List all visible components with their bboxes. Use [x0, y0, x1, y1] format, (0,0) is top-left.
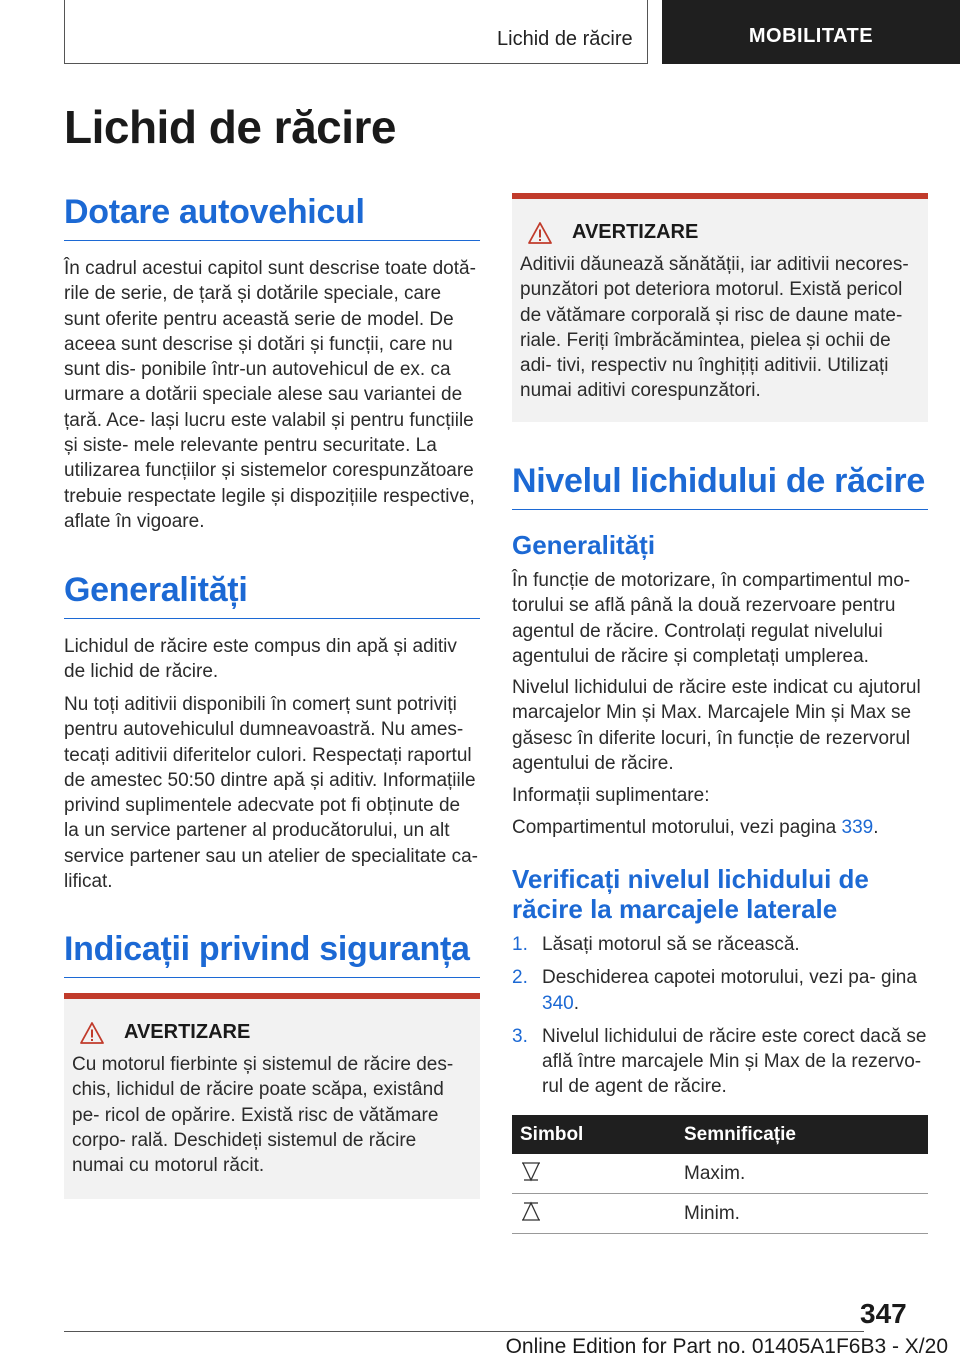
list-item: [512, 1024, 928, 1100]
heading-level-block: [512, 462, 928, 510]
heading-equipment: Dotare autovehicul: [64, 193, 480, 241]
min-level-icon: [520, 1200, 542, 1222]
meaning-cell: Maxim.: [676, 1154, 928, 1194]
subheading-general-right: Generalități: [512, 530, 656, 560]
warning-header: [520, 221, 920, 244]
step-number: 2.: [512, 967, 528, 989]
heading-general-left: Generalități: [64, 571, 480, 619]
header-chapter-tab[interactable]: MOBILITATE: [662, 0, 960, 64]
subheading-check-level: Verificați nivelul lichidului de răcire la marcajele laterale: [512, 864, 869, 924]
meaning-cell: Minim.: [676, 1194, 928, 1234]
step-text: Nivelul lichidului de răcire este corect dacă se află între marcajele Min și Max de la rezervo- rul de agent de răcire.: [542, 1025, 927, 1098]
paragraph-general-1: Lichidul de răcire este compus din apă și aditiv de lichid de răcire.: [64, 636, 457, 683]
footer-edition: Online Edition for Part no. 01405A1F6B3 - X/20: [505, 1335, 948, 1358]
warning-text: Cu motorul fierbinte și sistemul de răcire des- chis, lichidul de răcire poate scăpa, existând pe- ricol de opărire. Există risc de vătămare corpo- rală. Deschideți sistemul de răcire numai cu motorul răcit.: [72, 1054, 454, 1177]
symbol-table: [512, 1115, 928, 1234]
warning-header: [72, 1021, 472, 1044]
step-text: Lăsați motorul să se răcească.: [542, 934, 800, 955]
heading-safety-block: [64, 930, 480, 978]
warning-box-right: [512, 193, 928, 422]
step-text: Deschiderea capotei motorului, vezi pa- gina: [542, 967, 917, 989]
page-link-339[interactable]: 339: [841, 817, 874, 838]
header-section-title: Lichid de răcire: [497, 28, 633, 50]
page-title: Lichid de răcire: [64, 101, 397, 153]
warning-label: AVERTIZARE: [124, 1021, 251, 1043]
page-link-340[interactable]: 340: [542, 992, 574, 1014]
paragraph-level-general-2: Nivelul lichidului de răcire este indicat cu ajutorul marcajelor Min și Max. Marcajele Min și Max se găsesc în diferite locuri, în funcție de rezervorul agentului de răcire.: [512, 677, 921, 774]
symbol-cell: [512, 1154, 676, 1194]
max-level-icon: [520, 1160, 542, 1182]
heading-equipment-block: [64, 193, 480, 241]
paragraph-equipment: În cadrul acestui capitol sunt descrise toate dotă- rile de serie, de țară și dotările speciale, care sunt oferite pentru această serie de model. De aceea sunt descrise și dotări și funcții, care nu sunt dis- ponibile într-un autovehicul de ex. ca urmare a dotării speciale alese sau variantei de țară. Ace- lași lucru este valabil și pentru funcțiile și siste- mele relevante pentru securitate. La utilizarea funcțiilor și sistemelor corespunzătoare trebuie respectate legile și dispozițiile respective, aflate în vigoare.: [64, 258, 476, 532]
heading-general-left-block: [64, 571, 480, 619]
symbol-cell: [512, 1194, 676, 1234]
footer-divider: [64, 1331, 864, 1332]
warning-triangle-icon: [80, 1022, 104, 1044]
warning-text: Aditivii dăunează sănătății, iar aditivii necores- punzători pot deteriora motorul. Există pericol de vătămare corporală și risc de daune mate- riale. Feriți îmbrăcămintea, pielea și ochii de adi- tivi, respectiv nu înghițiți aditivii. Utilizați numai aditivi corespunzători.: [520, 254, 909, 402]
page-number: 347: [860, 1298, 907, 1329]
warning-label: AVERTIZARE: [572, 221, 699, 243]
paragraph-general-2: Nu toți aditivii disponibili în comerț sunt potriviți pentru autovehiculul dumneavoastră. Nu ames- tecați aditivii diferitelor culori. Respectați raportul de amestec 50:50 dintre apă și aditiv. Informațiile privind suplimentele adecvate pot fi obținute de la un service partener al producătorului, un alt service partener sau un atelier de specialitate ca- lificat.: [64, 694, 479, 893]
column-header-symbol: Simbol: [512, 1115, 676, 1154]
list-item: [512, 932, 928, 957]
reference-text: Compartimentul motorului, vezi pagina: [512, 817, 842, 838]
table-row: [512, 1154, 928, 1194]
step-number: 1.: [512, 934, 528, 955]
reference-end: .: [873, 817, 879, 838]
list-item: [512, 965, 928, 1016]
paragraph-info: Informații suplimentare:: [512, 785, 710, 806]
warning-box-left: [64, 993, 480, 1199]
table-header-row: [512, 1115, 928, 1154]
step-end: .: [573, 992, 579, 1014]
paragraph-reference: [512, 815, 928, 840]
steps-list: [512, 932, 928, 1108]
paragraph-level-general-1: În funcție de motorizare, în compartimentul mo- torului se află până la două rezervoare pentru agentul de răcire. Controlați regulat nivelului agentului de răcire și completați umplerea.: [512, 570, 911, 667]
table-row: [512, 1194, 928, 1234]
heading-safety: Indicații privind siguranța: [64, 930, 480, 978]
warning-triangle-icon: [528, 222, 552, 244]
step-number: 3.: [512, 1025, 528, 1047]
heading-coolant-level: Nivelul lichidului de răcire: [512, 462, 928, 510]
column-header-meaning: Semnificație: [676, 1115, 928, 1154]
